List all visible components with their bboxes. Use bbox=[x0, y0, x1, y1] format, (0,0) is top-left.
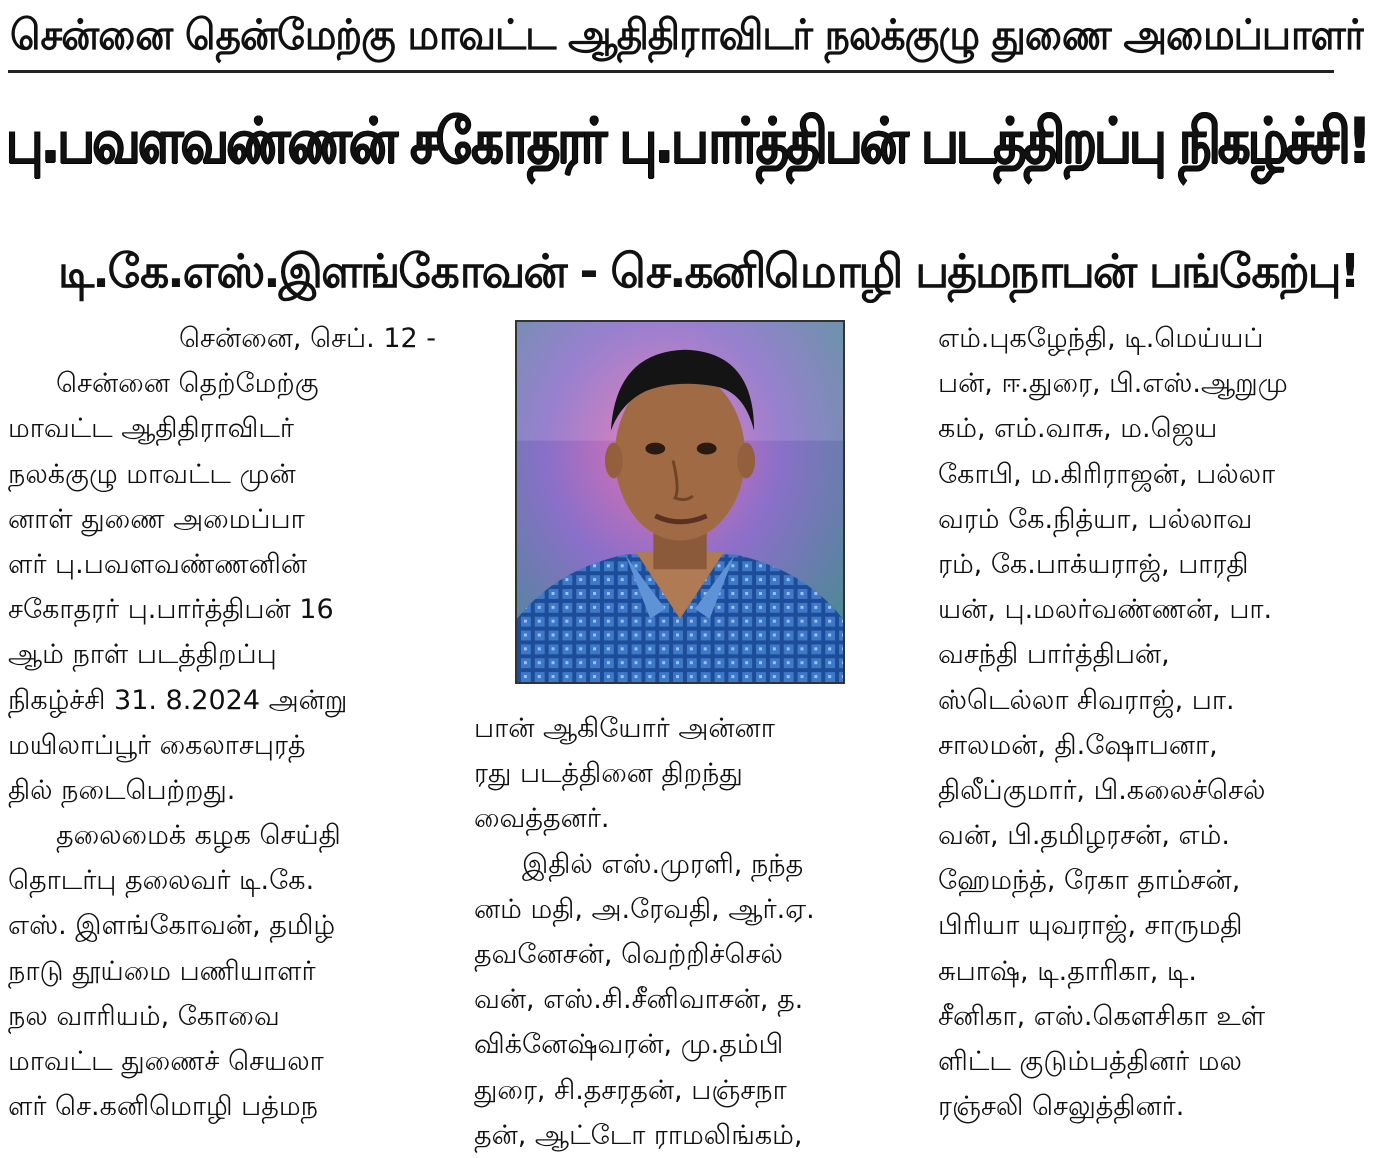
headline: பு.பவளவண்ணன் சகோதரர் பு.பார்த்திபன் படத்திறப்பு நிகழ்ச்சி! bbox=[6, 104, 1368, 177]
text-line: கம், எம்.வாசு, ம.ஜெய bbox=[938, 413, 1218, 445]
text-line: சாலமன், தி.ஷோபனா, bbox=[938, 729, 1218, 761]
kicker-line: சென்னை தென்மேற்கு மாவட்ட ஆதிதிராவிடர் நலக்குழு துணை அமைப்பாளர் bbox=[10, 10, 1364, 59]
text-line: எம்.புகழேந்தி, டி.மெய்யப் bbox=[938, 323, 1264, 354]
text-line: தன், ஆட்டோ ராமலிங்கம், bbox=[474, 1119, 803, 1151]
text-line: மாவட்ட துணைச் செயலா bbox=[8, 1046, 324, 1077]
text-line: ளிட்ட குடும்பத்தினர் மல bbox=[938, 1046, 1242, 1077]
article-column-1 bbox=[8, 316, 440, 1158]
text-line: ஹேமந்த், ரேகா தாம்சன், bbox=[938, 865, 1241, 897]
article-column-2 bbox=[474, 706, 908, 1158]
article-column-3 bbox=[938, 316, 1368, 1158]
text-line: நலக்குழு மாவட்ட முன் bbox=[8, 458, 296, 490]
text-line: ஆம் நாள் படத்திறப்பு bbox=[8, 639, 277, 671]
kicker-divider bbox=[8, 70, 1334, 73]
text-line: ரது படத்தினை திறந்து bbox=[474, 758, 743, 790]
text-line: நிகழ்ச்சி 31. 8.2024 அன்று bbox=[8, 684, 348, 716]
subheadline: டி.கே.எஸ்.இளங்கோவன் - செ.கனிமொழி பத்மநாபன் பங்கேற்பு! bbox=[58, 244, 1358, 298]
text-line: வரம் கே.நித்யா, பல்லாவ bbox=[938, 503, 1253, 535]
text-line: வன், எஸ்.சி.சீனிவாசன், த. bbox=[474, 984, 804, 1016]
text-line: ளர் பு.பவளவண்ணனின் bbox=[8, 548, 308, 580]
text-line: இதில் எஸ்.முரளி, நந்த bbox=[522, 848, 804, 880]
text-line: வைத்தனர். bbox=[474, 803, 610, 835]
text-line: யன், பு.மலர்வண்ணன், பா. bbox=[938, 594, 1273, 626]
text-line: தில் நடைபெற்றது. bbox=[8, 774, 236, 806]
text-line: விக்னேஷ்வரன், மு.தம்பி bbox=[474, 1029, 784, 1061]
text-line: மாவட்ட ஆதிதிராவிடர் bbox=[8, 413, 294, 445]
text-line: னம் மதி, அ.ரேவதி, ஆர்.ஏ. bbox=[474, 893, 815, 925]
portrait-photo-icon bbox=[515, 320, 845, 684]
text-line: எஸ். இளங்கோவன், தமிழ் bbox=[8, 910, 336, 942]
text-line: சென்னை தெற்மேற்கு bbox=[56, 368, 319, 400]
text-line: வசந்தி பார்த்திபன், bbox=[938, 639, 1170, 671]
text-line: பிரியா யுவராஜ், சாருமதி bbox=[938, 910, 1243, 942]
text-line: சீனிகா, எஸ்.கௌசிகா உள் bbox=[938, 1000, 1266, 1032]
text-line: ரம், கே.பாக்யராஜ், பாரதி bbox=[938, 548, 1249, 580]
text-line: தவனேசன், வெற்றிச்செல் bbox=[474, 938, 783, 970]
text-line: நல வாரியம், கோவை bbox=[8, 1000, 280, 1032]
dateline: சென்னை, செப். 12 - bbox=[179, 323, 436, 354]
text-line: வன், பி.தமிழரசன், எம். bbox=[938, 820, 1230, 852]
text-line: நாடு தூய்மை பணியாளர் bbox=[8, 955, 316, 987]
text-line: மயிலாப்பூர் கைலாசபுரத் bbox=[8, 729, 306, 761]
text-line: தொடர்பு தலைவர் டி.கே. bbox=[8, 865, 315, 897]
text-line: சகோதரர் பு.பார்த்திபன் 16 bbox=[8, 594, 334, 626]
text-line: திலீப்குமார், பி.கலைச்செல் bbox=[938, 774, 1266, 806]
text-line: கோபி, ம.கிரிராஜன், பல்லா bbox=[938, 458, 1276, 490]
text-line: தலைமைக் கழக செய்தி bbox=[56, 820, 341, 852]
text-line: னாள் துணை அமைப்பா bbox=[8, 503, 305, 535]
text-line: பான் ஆகியோர் அன்னா bbox=[474, 713, 775, 744]
text-line: சுபாஷ், டி.தாரிகா, டி. bbox=[938, 955, 1198, 987]
text-line: ஸ்டெல்லா சிவராஜ், பா. bbox=[938, 684, 1235, 716]
text-line: ரஞ்சலி செலுத்தினர். bbox=[938, 1091, 1185, 1123]
text-line: ளர் செ.கனிமொழி பத்மந bbox=[8, 1091, 318, 1123]
text-line: பன், ஈ.துரை, பி.எஸ்.ஆறுமு bbox=[938, 368, 1288, 400]
text-line: துரை, சி.தசரதன், பஞ்சநா bbox=[474, 1074, 787, 1106]
